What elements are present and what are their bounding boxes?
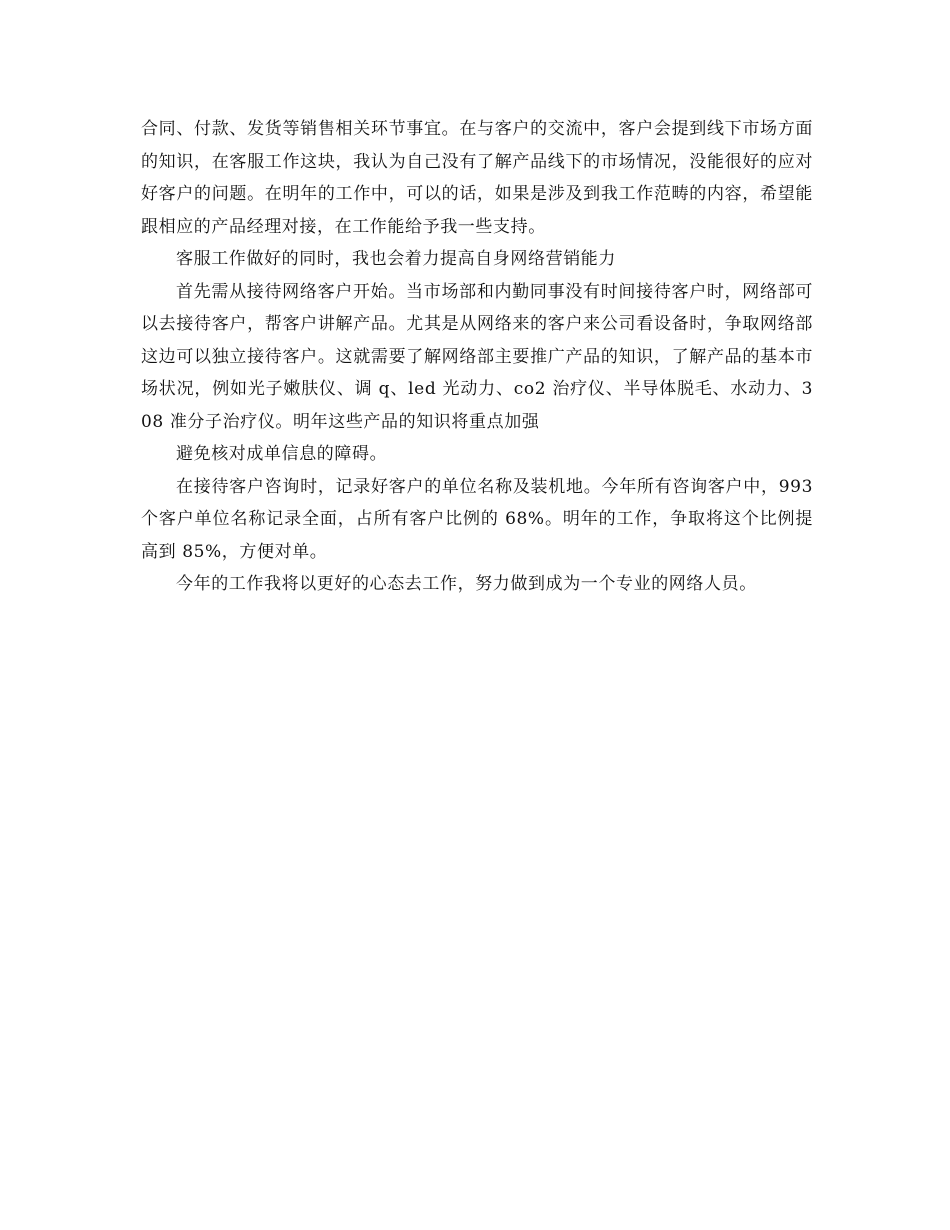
paragraph-1: 合同、付款、发货等销售相关环节事宜。在与客户的交流中，客户会提到线下市场方面的知识，在客服工作这块，我认为自己没有了解产品线下的市场情况，没能很好的应对好客户的问题。在明年的工作中，可以的话，如果是涉及到我工作范畴的内容，希望能跟相应的产品经理对接，在工作能给予我一些支持。	[141, 119, 813, 237]
paragraph-6: 今年的工作我将以更好的心态去工作，努力做到成为一个专业的网络人员。	[176, 574, 757, 594]
paragraph-3: 首先需从接待网络客户开始。当市场部和内勤同事没有时间接待客户时，网络部可以去接待客户，帮客户讲解产品。尤其是从网络来的客户来公司看设备时，争取网络部这边可以独立接待客户。这就需要了解网络部主要推广产品的知识，了解产品的基本市场状况，例如光子嫩肤仪、调 q、led 光动力、co2 治疗仪、半导体脱毛、水动力、308 准分子治疗仪。明年这些产品的知识将重点加强	[141, 281, 813, 432]
paragraph-4: 避免核对成单信息的障碍。	[176, 444, 388, 464]
paragraph-5: 在接待客户咨询时，记录好客户的单位名称及装机地。今年所有咨询客户中，993 个客户单位名称记录全面，占所有客户比例的 68%。明年的工作，争取将这个比例提高到 85%，方便对单。	[141, 476, 813, 562]
document-body	[141, 113, 813, 601]
paragraph-2: 客服工作做好的同时，我也会着力提高自身网络营销能力	[176, 249, 616, 269]
